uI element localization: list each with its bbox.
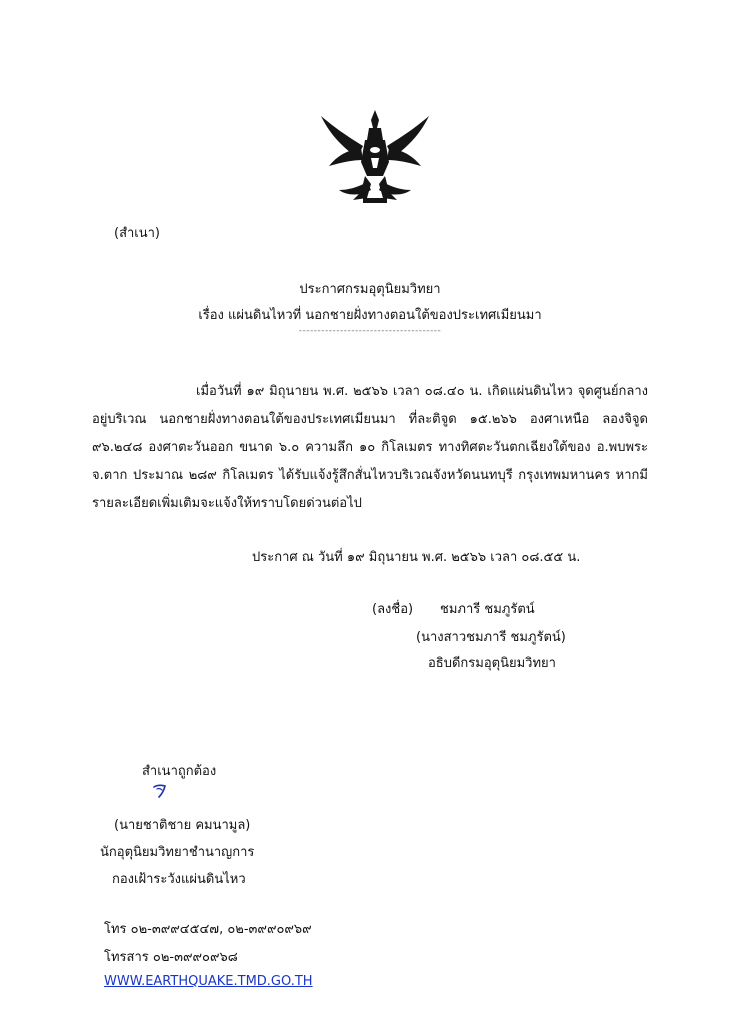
certifier-name: (นายชาติชาย คมนามูล): [114, 818, 251, 833]
title-separator: --------------------------------------: [298, 326, 442, 336]
signatory-full-name: (นางสาวชมภารี ชมภูรัตน์): [416, 630, 566, 645]
telephone-numbers: โทร ๐๒-๓๙๙๔๕๔๗, ๐๒-๓๙๙๐๙๖๙: [104, 922, 312, 937]
signature-name: ชมภารี ชมภูรัตน์: [440, 602, 535, 617]
fax-number: โทรสาร ๐๒-๓๙๙๐๙๖๘: [104, 950, 238, 965]
certifier-title: นักอุตุนิยมวิทยาชำนาญการ: [100, 845, 255, 860]
certifier-division: กองเฝ้าระวังแผ่นดินไหว: [112, 872, 246, 887]
announcement-body: [92, 378, 648, 518]
website-link[interactable]: WWW.EARTHQUAKE.TMD.GO.TH: [104, 974, 313, 989]
announcement-date: ประกาศ ณ วันที่ ๑๙ มิถุนายน พ.ศ. ๒๕๖๖ เวลา ๐๘.๕๕ น.: [252, 550, 581, 565]
handwritten-initial-icon: [152, 782, 168, 798]
announcement-title: ประกาศกรมอุตุนิยมวิทยา: [299, 282, 441, 297]
body-paragraph: เมื่อวันที่ ๑๙ มิถุนายน พ.ศ. ๒๕๖๖ เวลา ๐๘.๔๐ น. เกิดแผ่นดินไหว จุดศูนย์กลางอยู่บริเวณ นอกชายฝั่งทางตอนใต้ของประเทศเมียนมา ที่ละติจูด ๑๕.๒๖๖ องศาเหนือ ลองจิจูด ๙๖.๒๔๘ องศาตะวันออก ขนาด ๖.๐ ความลึก ๑๐ กิโลเมตร ทางทิศตะวันตกเฉียงใต้ของ อ.พบพระ จ.ตาก ประมาณ ๒๘๙ กิโลเมตร ได้รับแจ้งรู้สึกสั่นไหวบริเวณจังหวัดนนทบุรี กรุงเทพมหานคร หากมีรายละเอียดเพิ่มเติมจะแจ้งให้ทราบโดยด่วนต่อไป: [92, 384, 648, 511]
signatory-title: อธิบดีกรมอุตุนิยมวิทยา: [428, 656, 556, 671]
signature-label: (ลงชื่อ): [372, 602, 414, 617]
announcement-subject: เรื่อง แผ่นดินไหวที่ นอกชายฝั่งทางตอนใต้ของประเทศเมียนมา: [198, 308, 542, 323]
garuda-emblem-icon: [317, 106, 433, 208]
copy-tag: (สำเนา): [114, 226, 161, 241]
certified-copy-label: สำเนาถูกต้อง: [142, 764, 217, 779]
